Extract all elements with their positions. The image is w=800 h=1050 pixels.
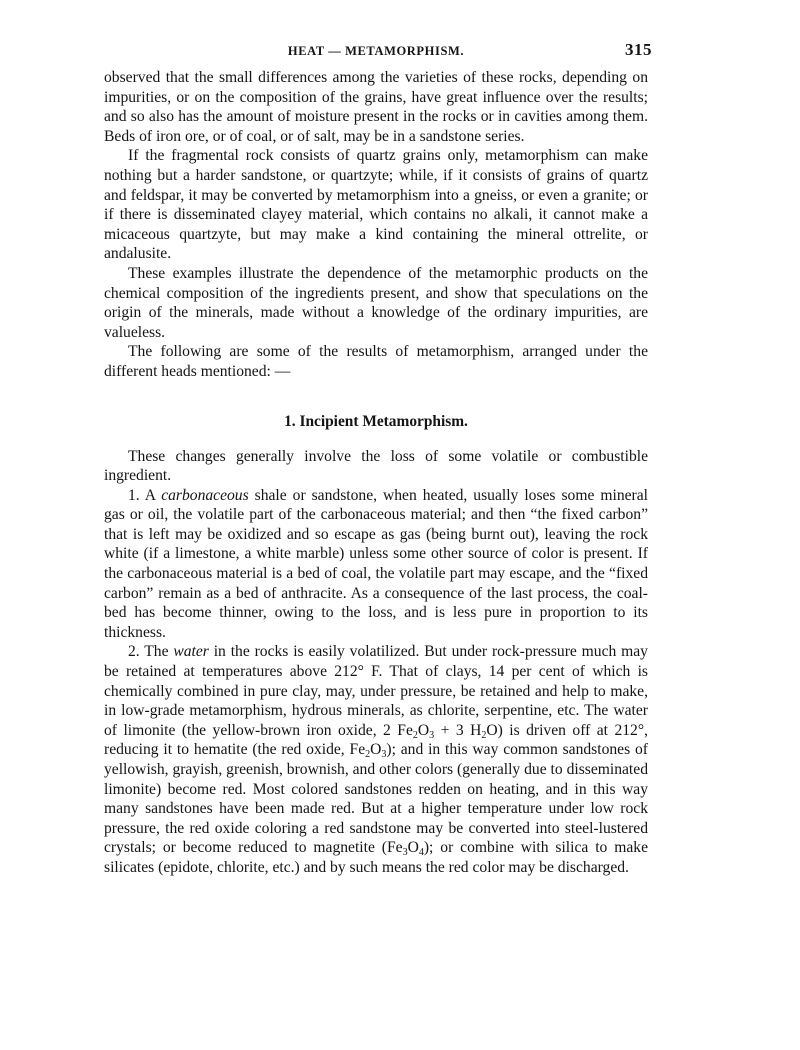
section-heading: 1. Incipient Metamorphism.	[284, 412, 468, 430]
paragraph-fragmental-rock: If the fragmental rock consists of quartz grains only, metamorphism can make nothing but a harder sandstone, or quartzyte; while, if it consists of grains of quartz and feldspar, it may be converted by metamorphism into a gneiss, or even a granite; or if there is disseminated clayey material, which contains no alkali, it cannot make a micaceous quartzyte, but may make a kind containing the mineral ottrelite, or andalusite.	[104, 147, 648, 263]
item-body: O) is driven off at 212°, reducing it to hematite (the red oxide, Fe	[104, 721, 648, 759]
book-page	[104, 38, 652, 878]
subscript: 4	[418, 847, 424, 859]
paragraph-following: The following are some of the results of metamorphism, arranged under the different heads mentioned: —	[104, 343, 648, 380]
subscript: 3	[381, 749, 387, 761]
item-lead: 2. The	[128, 643, 174, 661]
item-body: + 3 H	[434, 721, 482, 739]
section-intro: These changes generally involve the loss of some volatile or combustible ingredient.	[104, 447, 648, 485]
subscript: 2	[365, 749, 371, 761]
item-body: O	[407, 839, 419, 857]
item-body: O	[417, 721, 430, 739]
item-body: ); and in this way common sandstones of yellowish, grayish, greenish, brownish, and other colors (generally due to disseminated limonite) become red. Most colored sandstones redden on heating, and in this way many sandstones have been made red. But at a higher temperature under low rock pressure, the red oxide coloring a red sandstone may be converted into steel-lustered crystals; or become reduced to magnetite (Fe	[104, 741, 648, 857]
running-head	[104, 38, 652, 68]
item-body: in the rocks is easily volatilized. But under rock-pressure much may be retained at temperatures above 212° F. That of clays, 14 per cent of which is chemically combined in pure clay, may, under pressure, be retained and help to make, in low-grade metamorphism, hydrous minerals, as chlorite, serpentine, etc. The water of limonite (the yellow-brown iron oxide, 2 Fe	[104, 643, 648, 739]
paragraph-continuation: observed that the small differences among the varieties of these rocks, depending on impurities, or on the composition of the grains, have great influence over the results; and so also has the amount of moisture present in the rocks or in cavities among them. Beds of iron ore, or of coal, or of salt, may be in a sandstone series.	[104, 69, 648, 145]
running-title: HEAT — METAMORPHISM.	[287, 44, 465, 58]
item-body: shale or sandstone, when heated, usually loses some mineral gas or oil, the volatile part of the carbonaceous material; and then “the fixed carbon” that is left may be oxidized and so escape as gas (being burnt out), leaving the rock white (if a limestone, a white marble) unless some other source of color is present. If the carbonaceous material is a bed of coal, the volatile part may escape, and the “fixed carbon” remain as a bed of anthracite. As a consequence of the last process, the coal-bed has become thinner, owing to the loss, and is less pure in proportion to its thickness.	[104, 486, 648, 641]
item-water	[104, 642, 648, 877]
subscript: 3	[429, 729, 435, 741]
subscript: 3	[402, 847, 408, 859]
item-lead: 1. A	[128, 486, 162, 504]
subscript: 2	[481, 729, 487, 741]
item-body: O	[370, 741, 382, 759]
item-body: ); or combine with silica to make silicates (epidote, chlorite, etc.) and by such means the red color may be discharged.	[104, 839, 648, 876]
subscript: 2	[412, 729, 418, 741]
page-number: 315	[625, 40, 652, 59]
item-italic-term: carbonaceous	[161, 486, 249, 504]
item-italic-term: water	[173, 643, 209, 661]
paragraph-examples: These examples illustrate the dependence of the metamorphic products on the chemical composition of the ingredients present, and show that speculations on the origin of the minerals, made without a knowledge of the ordinary impurities, are valueless.	[104, 264, 648, 341]
item-carbonaceous	[104, 486, 648, 643]
